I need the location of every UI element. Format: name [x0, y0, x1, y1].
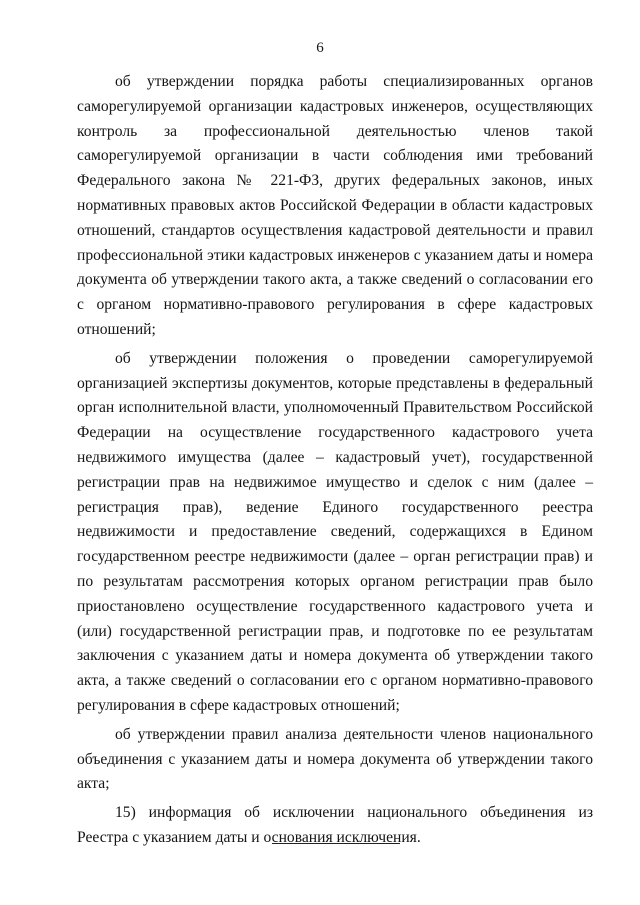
document-body: [77, 70, 593, 851]
page-number: 6: [316, 40, 324, 56]
paragraph-item-15-exclusion: 15) информация об исключении национального объединения из Реестра с указанием даты и основания исключения.: [77, 804, 593, 846]
paragraph-specialized-organs-procedure: об утверждении порядка работы специализированных органов саморегулируемой организации кадастровых инженеров, осуществляющих контроль за профессиональной деятельностью членов такой саморегулируемой организации в части соблюдения ими требований Федерального закона № 221-ФЗ, других федеральных законов, иных нормативных правовых актов Российской Федерации в области кадастровых отношений, стандартов осуществления кадастровой деятельности и правил профессиональной этики кадастровых инженеров с указанием даты и номера документа об утверждении такого акта, а также сведений о согласовании его с органом нормативно-правового регулирования в сфере кадастровых отношений;: [77, 73, 593, 338]
paragraph-activity-analysis-rules: об утверждении правил анализа деятельности членов национального объединения с указанием даты и номера документа об утверждении такого акта;: [77, 725, 593, 793]
paragraph-expertise-regulation: об утверждении положения о проведении саморегулируемой организацией экспертизы документов, которые представлены в федеральный орган исполнительной власти, уполномоченный Правительством Российской Федерации на осуществление государственного кадастрового учета недвижимого имущества (далее – кадастровый учет), государственной регистрации прав на недвижимое имущество и сделок с ним (далее – регистрация прав), ведение Единого государственного реестра недвижимости и предоставление сведений, содержащихся в Едином государственном реестре недвижимости (далее – орган регистрации прав) и по результатам рассмотрения которых органом регистрации прав было приостановлено осуществление государственного кадастрового учета и (или) государственной регистрации прав, и подготовке по ее результатам заключения с указанием даты и номера документа об утверждении такого акта, а также сведений о согласовании его с органом нормативно-правового регулирования в сфере кадастровых отношений;: [77, 349, 593, 714]
end-of-text-rule: [272, 843, 400, 844]
